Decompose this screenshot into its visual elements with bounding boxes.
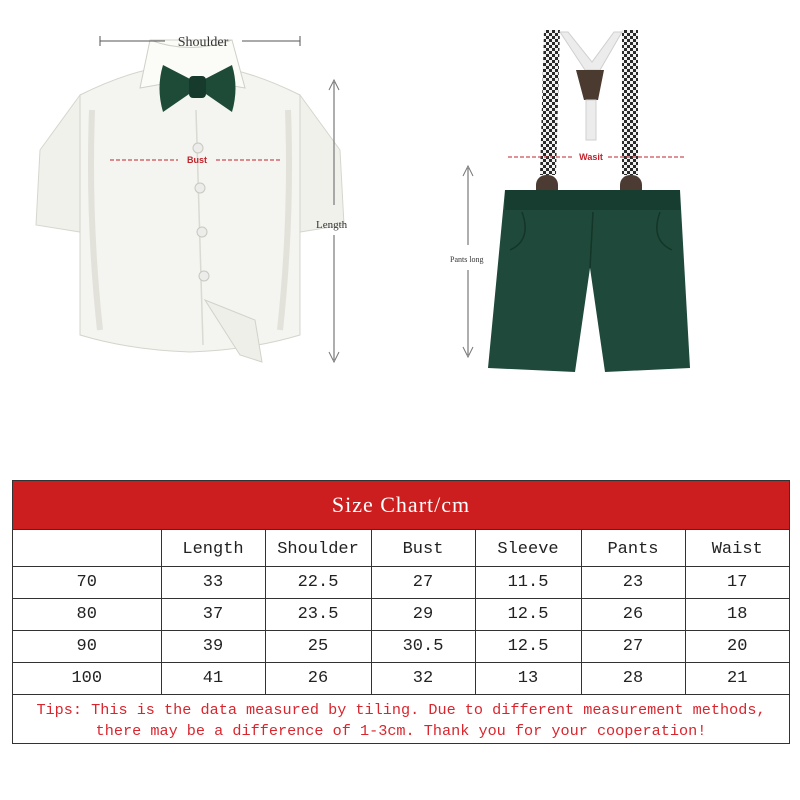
pants-long-measure: [450, 166, 484, 357]
table-row: [13, 599, 789, 631]
table-cell: 39: [161, 631, 265, 663]
column-header: Pants: [581, 530, 685, 567]
table-cell: 27: [371, 567, 475, 599]
column-header: Sleeve: [475, 530, 581, 567]
table-cell: 26: [265, 663, 371, 695]
table-cell: 37: [161, 599, 265, 631]
column-header: Bust: [371, 530, 475, 567]
length-label: Length: [316, 219, 348, 231]
table-cell: 33: [161, 567, 265, 599]
table-cell: 26: [581, 599, 685, 631]
tips-note: [13, 694, 789, 746]
tips-line-1: Tips: This is the data measured by tiling. Due to different measurement methods,: [36, 701, 766, 719]
table-cell: 18: [685, 599, 789, 631]
table-row: [13, 663, 789, 695]
length-measure: [316, 80, 348, 362]
table-cell: 28: [581, 663, 685, 695]
table-cell: 13: [475, 663, 581, 695]
table-cell: 11.5: [475, 567, 581, 599]
table-cell: 23: [581, 567, 685, 599]
column-header: Length: [161, 530, 265, 567]
suspenders-image: [536, 30, 642, 205]
size-chart: [12, 480, 790, 744]
table-cell: 22.5: [265, 567, 371, 599]
table-cell: 70: [13, 567, 161, 599]
column-header: [13, 530, 161, 567]
bust-label: Bust: [187, 155, 207, 165]
table-row: [13, 631, 789, 663]
size-chart-title: Size Chart/cm: [13, 481, 789, 530]
column-header: Shoulder: [265, 530, 371, 567]
shoulder-label: Shoulder: [177, 35, 229, 50]
table-cell: 17: [685, 567, 789, 599]
table-cell: 25: [265, 631, 371, 663]
table-cell: 20: [685, 631, 789, 663]
table-cell: 41: [161, 663, 265, 695]
table-row: [13, 567, 789, 599]
table-cell: 30.5: [371, 631, 475, 663]
table-cell: 23.5: [265, 599, 371, 631]
table-cell: 100: [71, 669, 103, 688]
table-cell: 32: [371, 663, 475, 695]
table-cell: 12.5: [475, 599, 581, 631]
table-cell: 90: [13, 631, 161, 663]
table-cell: 21: [685, 663, 789, 695]
waist-label: Wasit: [579, 152, 603, 162]
table-cell: 12.5: [475, 631, 581, 663]
table-cell: 80: [13, 599, 161, 631]
table-cell: 27: [581, 631, 685, 663]
tips-line-2: there may be a difference of 1-3cm. Thank you for your cooperation!: [95, 722, 707, 740]
pants-long-label: Pants long: [450, 255, 484, 264]
column-header: Waist: [685, 530, 789, 567]
table-cell: 29: [371, 599, 475, 631]
waist-measure: [508, 152, 685, 162]
table-header-row: [13, 530, 789, 567]
size-chart-table: [13, 530, 789, 694]
shoulder-measure: [100, 35, 300, 50]
shorts-image: [488, 190, 690, 372]
